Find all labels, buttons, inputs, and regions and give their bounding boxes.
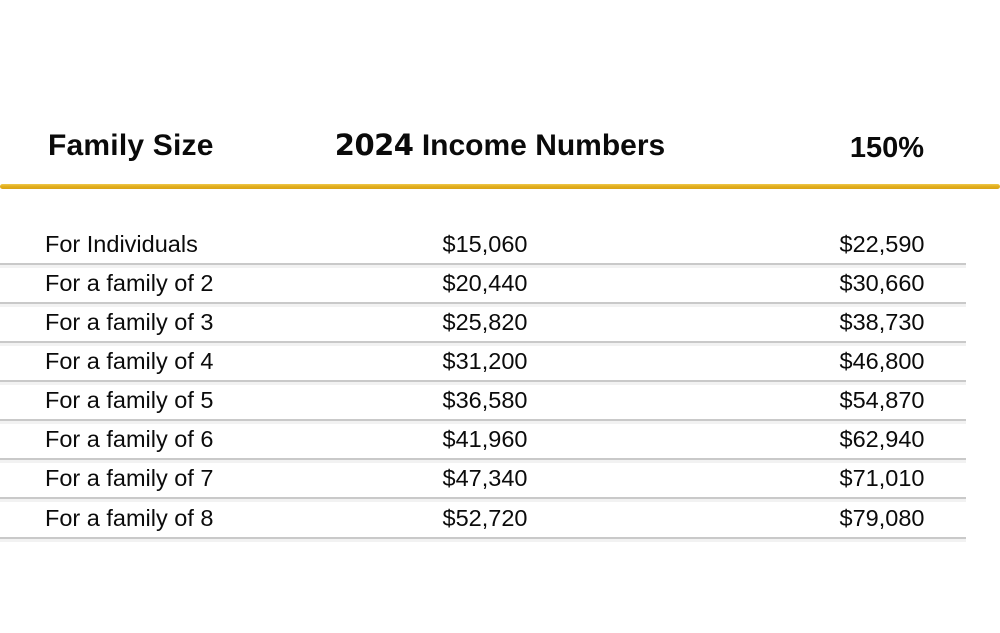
pct150-cell: $54,870 (839, 387, 925, 414)
header-income-numbers (335, 128, 665, 163)
income-cell: $20,440 (442, 270, 528, 297)
family-size-cell: For Individuals (45, 231, 198, 258)
table-row (0, 382, 966, 421)
income-cell: $31,200 (442, 348, 528, 375)
header-income-label: Income Numbers (421, 129, 666, 162)
table-header (0, 95, 1000, 163)
income-cell: $36,580 (442, 387, 528, 414)
pct150-cell: $22,590 (839, 231, 925, 258)
family-size-cell: For a family of 5 (45, 387, 214, 414)
table-row (0, 343, 966, 382)
header-family-size: Family Size (48, 129, 214, 162)
table-row (0, 499, 966, 539)
table-row (0, 421, 966, 460)
table-row (0, 265, 966, 304)
pct150-cell: $38,730 (839, 309, 925, 336)
income-cell: $47,340 (442, 465, 528, 492)
table-row (0, 304, 966, 343)
header-150-percent: 150% (849, 132, 925, 164)
pct150-cell: $71,010 (839, 465, 925, 492)
table-body (0, 189, 966, 539)
pct150-cell: $30,660 (839, 270, 925, 297)
family-size-cell: For a family of 2 (45, 270, 214, 297)
family-size-cell: For a family of 3 (45, 309, 214, 336)
family-size-cell: For a family of 7 (45, 465, 214, 492)
pct150-cell: $62,940 (839, 426, 925, 453)
income-cell: $52,720 (442, 505, 528, 532)
income-cell: $15,060 (442, 231, 528, 258)
income-cell: $41,960 (442, 426, 528, 453)
family-size-cell: For a family of 8 (45, 505, 214, 532)
family-size-cell: For a family of 4 (45, 348, 214, 375)
income-cell: $25,820 (442, 309, 528, 336)
family-size-cell: For a family of 6 (45, 426, 214, 453)
header-income-year: 2024 (334, 128, 414, 162)
table-row (0, 460, 966, 499)
pct150-cell: $46,800 (839, 348, 925, 375)
pct150-cell: $79,080 (839, 505, 925, 532)
table-row (0, 189, 966, 265)
